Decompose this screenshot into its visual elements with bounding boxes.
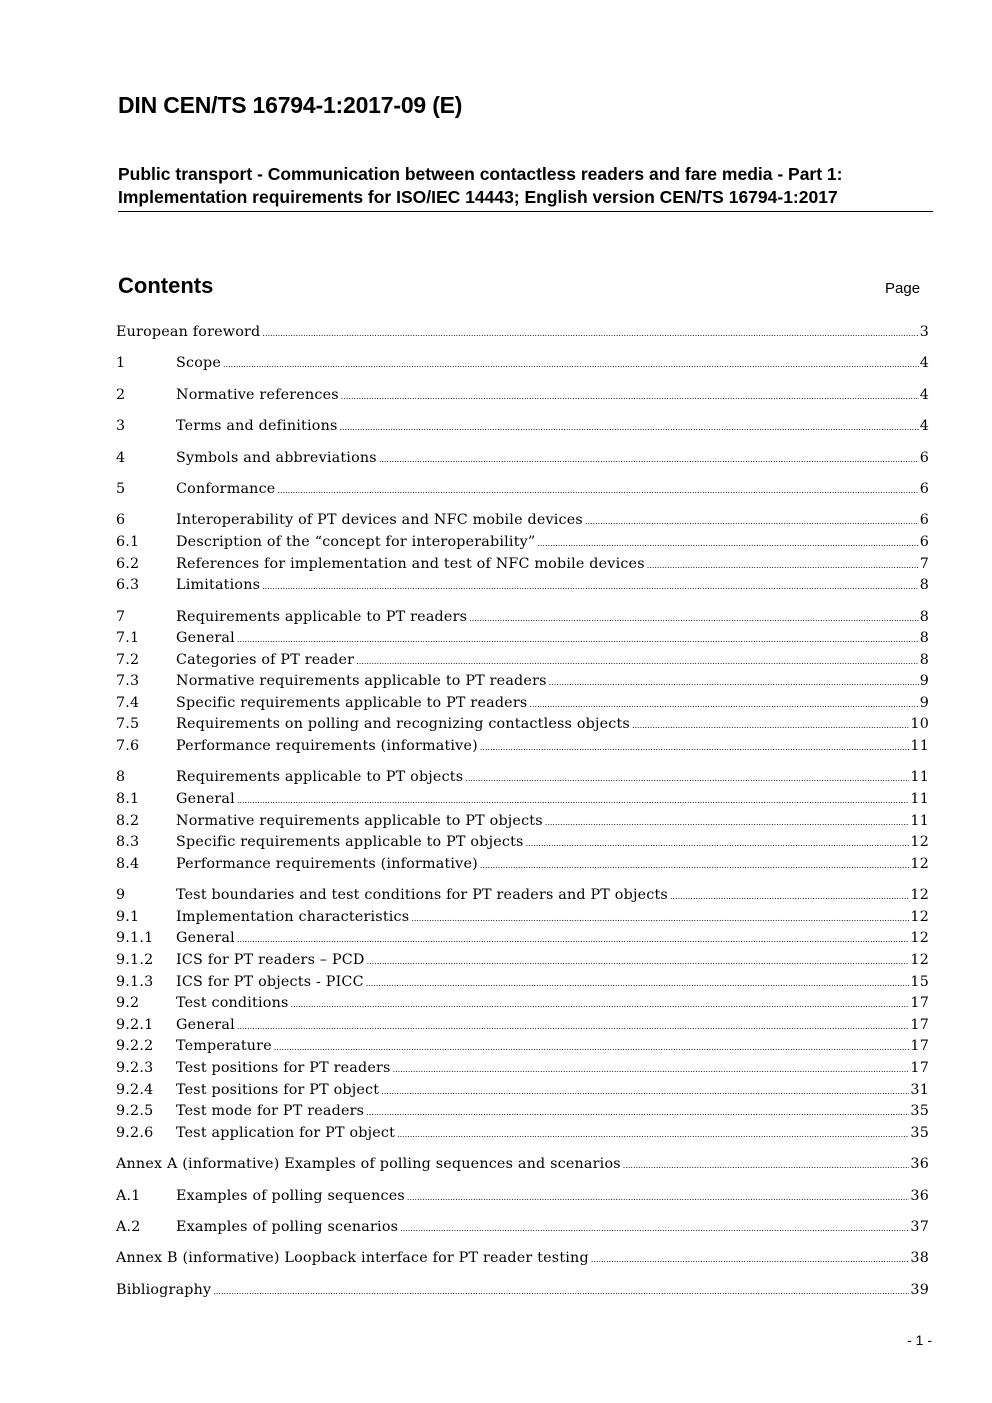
toc-dot-leader — [480, 854, 910, 876]
toc-entry-page: 4 — [919, 386, 929, 403]
toc-entry-number: 1 — [116, 355, 126, 372]
toc-entry-page: 11 — [910, 812, 929, 829]
toc-entry-number: 8 — [116, 769, 126, 786]
toc-entry-page: 8 — [919, 651, 929, 668]
toc-entry-page: 8 — [919, 577, 929, 594]
toc-entry[interactable] — [116, 479, 929, 501]
toc-entry[interactable] — [116, 1080, 929, 1102]
toc-dot-leader — [291, 993, 910, 1015]
toc-dot-leader — [480, 736, 910, 758]
toc-entry-page: 6 — [919, 533, 929, 550]
toc-entry[interactable] — [116, 1280, 929, 1302]
toc-dot-leader — [237, 1015, 910, 1037]
toc-entry-number: 6.1 — [116, 533, 140, 550]
toc-entry-title: General — [176, 630, 235, 647]
toc-entry-title: Symbols and abbreviations — [176, 449, 377, 466]
toc-dot-leader — [585, 510, 919, 532]
toc-entry[interactable] — [116, 1036, 929, 1058]
toc-entry-page: 17 — [910, 995, 929, 1012]
toc-entry-title: Limitations — [176, 577, 261, 594]
toc-dot-leader — [469, 607, 919, 629]
toc-entry-number: 7.3 — [116, 673, 140, 690]
table-of-contents — [116, 322, 929, 1301]
toc-entry-number: 7.6 — [116, 738, 140, 755]
toc-entry-page: 9 — [919, 694, 929, 711]
toc-entry[interactable] — [116, 789, 929, 811]
toc-entry-page: 4 — [919, 355, 929, 372]
toc-entry-title: Annex A (informative) Examples of polling sequences and scenarios — [116, 1156, 621, 1173]
toc-entry-number: A.2 — [116, 1218, 141, 1235]
toc-entry-page: 17 — [910, 1038, 929, 1055]
toc-entry[interactable] — [116, 554, 929, 576]
toc-entry-page: 7 — [919, 555, 929, 572]
toc-entry[interactable] — [116, 1058, 929, 1080]
toc-entry-number: 9.2.6 — [116, 1124, 154, 1141]
toc-dot-leader — [400, 1217, 909, 1239]
toc-entry-title: General — [176, 791, 235, 808]
toc-entry[interactable] — [116, 1123, 929, 1145]
toc-entry[interactable] — [116, 693, 929, 715]
toc-entry[interactable] — [116, 736, 929, 758]
toc-entry-title: Requirements applicable to PT readers — [176, 608, 468, 625]
toc-entry[interactable] — [116, 1217, 929, 1239]
page-column-heading: Page — [885, 280, 921, 297]
toc-entry-page: 8 — [919, 630, 929, 647]
toc-entry[interactable] — [116, 811, 929, 833]
toc-entry-title: Temperature — [176, 1038, 272, 1055]
toc-dot-leader — [526, 832, 910, 854]
toc-dot-leader — [465, 767, 909, 789]
toc-entry[interactable] — [116, 385, 929, 407]
toc-entry-title: Conformance — [176, 480, 276, 497]
toc-entry-title: Test positions for PT readers — [176, 1059, 391, 1076]
toc-entry[interactable] — [116, 1101, 929, 1123]
toc-entry-title: ICS for PT readers – PCD — [176, 952, 365, 969]
toc-entry[interactable] — [116, 650, 929, 672]
toc-dot-leader — [262, 322, 918, 344]
toc-entry-title: Scope — [176, 355, 222, 372]
toc-dot-leader — [237, 928, 910, 950]
toc-entry-page: 11 — [910, 738, 929, 755]
toc-entry[interactable] — [116, 448, 929, 470]
toc-entry-number: 6.2 — [116, 555, 140, 572]
toc-dot-leader — [213, 1280, 909, 1302]
toc-entry-number: 9.2.2 — [116, 1038, 154, 1055]
toc-dot-leader — [545, 811, 910, 833]
toc-entry-title: Implementation characteristics — [176, 908, 410, 925]
toc-dot-leader — [341, 385, 919, 407]
toc-dot-leader — [623, 1154, 910, 1176]
toc-entry-page: 12 — [910, 834, 929, 851]
toc-entry-page: 4 — [919, 418, 929, 435]
toc-entry-number: 9.1.1 — [116, 930, 154, 947]
toc-entry[interactable] — [116, 607, 929, 629]
toc-dot-leader — [411, 907, 909, 929]
toc-entry-number: 6.3 — [116, 577, 140, 594]
toc-entry[interactable] — [116, 832, 929, 854]
toc-entry[interactable] — [116, 575, 929, 597]
toc-dot-leader — [591, 1248, 910, 1270]
toc-entry-page: 11 — [910, 769, 929, 786]
toc-entry[interactable] — [116, 714, 929, 736]
toc-entry[interactable] — [116, 1248, 929, 1270]
toc-entry-title: Performance requirements (informative) — [176, 738, 478, 755]
toc-entry-number: 7.5 — [116, 716, 140, 733]
toc-dot-leader — [393, 1058, 910, 1080]
toc-entry-title: General — [176, 1016, 235, 1033]
toc-entry-title: ICS for PT objects - PICC — [176, 973, 364, 990]
toc-entry-number: 7.4 — [116, 694, 140, 711]
toc-dot-leader — [529, 693, 918, 715]
toc-entry[interactable] — [116, 532, 929, 554]
toc-entry-page: 35 — [910, 1103, 929, 1120]
toc-dot-leader — [549, 671, 919, 693]
toc-dot-leader — [274, 1036, 910, 1058]
toc-entry-title: Terms and definitions — [176, 418, 338, 435]
toc-entry-number: 8.2 — [116, 812, 140, 829]
toc-entry-number: 5 — [116, 480, 126, 497]
toc-entry-number: 9.2.4 — [116, 1081, 154, 1098]
toc-entry-page: 35 — [910, 1124, 929, 1141]
toc-entry[interactable] — [116, 510, 929, 532]
toc-entry-title: Examples of polling scenarios — [176, 1218, 399, 1235]
toc-dot-leader — [340, 416, 919, 438]
toc-entry[interactable] — [116, 993, 929, 1015]
toc-entry-number: 7.2 — [116, 651, 140, 668]
toc-entry-page: 15 — [910, 973, 929, 990]
toc-entry-page: 37 — [910, 1218, 929, 1235]
toc-entry-page: 12 — [910, 930, 929, 947]
toc-entry[interactable] — [116, 1186, 929, 1208]
toc-dot-leader — [237, 628, 919, 650]
toc-entry-title: Normative requirements applicable to PT objects — [176, 812, 543, 829]
document-id: DIN CEN/TS 16794-1:2017-09 (E) — [118, 92, 463, 118]
toc-entry[interactable] — [116, 972, 929, 994]
toc-entry-page: 6 — [919, 480, 929, 497]
toc-entry-number: A.1 — [116, 1187, 141, 1204]
toc-entry-number: 2 — [116, 386, 126, 403]
toc-dot-leader — [407, 1186, 910, 1208]
toc-entry-page: 10 — [910, 716, 929, 733]
toc-entry-number: 9.1.3 — [116, 973, 154, 990]
toc-entry-page: 12 — [910, 855, 929, 872]
toc-dot-leader — [632, 714, 909, 736]
toc-entry-title: Requirements applicable to PT objects — [176, 769, 464, 786]
toc-entry-page: 8 — [919, 608, 929, 625]
toc-entry-title: General — [176, 930, 235, 947]
toc-entry[interactable] — [116, 950, 929, 972]
toc-entry-page: 12 — [910, 887, 929, 904]
toc-entry-page: 12 — [910, 908, 929, 925]
toc-entry-number: 7 — [116, 608, 126, 625]
toc-entry-number: 9.2.1 — [116, 1016, 154, 1033]
toc-entry-page: 3 — [919, 324, 929, 340]
toc-entry[interactable] — [116, 907, 929, 929]
toc-entry-title: Test boundaries and test conditions for PT readers and PT objects — [176, 887, 668, 904]
toc-entry-number: 9 — [116, 887, 126, 904]
toc-entry[interactable] — [116, 854, 929, 876]
toc-dot-leader — [670, 885, 909, 907]
toc-entry-title: Requirements on polling and recognizing contactless objects — [176, 716, 630, 733]
toc-entry-number: 9.1.2 — [116, 952, 154, 969]
toc-entry[interactable] — [116, 671, 929, 693]
toc-entry-number: 9.2 — [116, 995, 140, 1012]
toc-entry-page: 17 — [910, 1059, 929, 1076]
toc-entry-page: 38 — [910, 1250, 929, 1267]
toc-dot-leader — [277, 479, 918, 501]
toc-dot-leader — [397, 1123, 909, 1145]
toc-entry-page: 6 — [919, 512, 929, 529]
toc-entry[interactable] — [116, 885, 929, 907]
toc-entry-number: 9.2.3 — [116, 1059, 154, 1076]
toc-entry-page: 31 — [910, 1081, 929, 1098]
toc-entry-title: Test mode for PT readers — [176, 1103, 365, 1120]
toc-entry-title: Normative requirements applicable to PT readers — [176, 673, 547, 690]
toc-entry-number: 3 — [116, 418, 126, 435]
toc-entry-number: 8.4 — [116, 855, 140, 872]
toc-entry-title: Annex B (informative) Loopback interface for PT reader testing — [116, 1250, 589, 1267]
toc-entry[interactable] — [116, 416, 929, 438]
toc-entry-page: 11 — [910, 791, 929, 808]
toc-entry[interactable] — [116, 928, 929, 950]
toc-entry-title: References for implementation and test of NFC mobile devices — [176, 555, 645, 572]
toc-dot-leader — [366, 972, 910, 994]
toc-entry-number: 7.1 — [116, 630, 140, 647]
toc-entry-number: 4 — [116, 449, 126, 466]
toc-entry-number: 8.1 — [116, 791, 140, 808]
toc-entry[interactable] — [116, 353, 929, 375]
toc-entry-page: 39 — [910, 1281, 929, 1298]
toc-entry-number: 6 — [116, 512, 126, 529]
toc-entry[interactable] — [116, 1154, 929, 1176]
toc-dot-leader — [366, 1101, 909, 1123]
toc-entry-title: Normative references — [176, 386, 339, 403]
toc-entry-title: Description of the “concept for interoperability” — [176, 533, 536, 550]
page-number: - 1 - — [907, 1332, 932, 1348]
toc-entry-page: 12 — [910, 952, 929, 969]
toc-dot-leader — [262, 575, 919, 597]
toc-entry[interactable] — [116, 1015, 929, 1037]
toc-entry-page: 9 — [919, 673, 929, 690]
toc-entry-page: 6 — [919, 449, 929, 466]
toc-entry-title: Categories of PT reader — [176, 651, 355, 668]
toc-entry-title: Interoperability of PT devices and NFC mobile devices — [176, 512, 583, 529]
document-subtitle: Public transport - Communication between contactless readers and fare media - Part 1: Implementation requirements for ISO/IEC 14443; English version CEN/TS 16794-1:2017 — [118, 163, 933, 212]
toc-entry-page: 17 — [910, 1016, 929, 1033]
toc-entry[interactable] — [116, 767, 929, 789]
toc-entry-title: Specific requirements applicable to PT objects — [176, 834, 524, 851]
toc-dot-leader — [237, 789, 910, 811]
toc-entry-title: Examples of polling sequences — [176, 1187, 405, 1204]
toc-dot-leader — [381, 1080, 909, 1102]
toc-entry[interactable] — [116, 322, 929, 344]
toc-entry-page: 36 — [910, 1187, 929, 1204]
toc-entry-title: Test positions for PT object — [176, 1081, 380, 1098]
toc-entry-title: Performance requirements (informative) — [176, 855, 478, 872]
contents-heading: Contents — [118, 273, 214, 298]
toc-dot-leader — [367, 950, 910, 972]
toc-entry-title: Specific requirements applicable to PT readers — [176, 694, 528, 711]
toc-entry-number: 8.3 — [116, 834, 140, 851]
toc-entry-title: Bibliography — [116, 1281, 212, 1298]
toc-dot-leader — [537, 532, 918, 554]
toc-entry-number: 9.2.5 — [116, 1103, 154, 1120]
toc-entry-title: Test application for PT object — [176, 1124, 396, 1141]
toc-dot-leader — [379, 448, 919, 470]
toc-entry[interactable] — [116, 628, 929, 650]
toc-dot-leader — [647, 554, 919, 576]
toc-entry-title: Test conditions — [176, 995, 289, 1012]
toc-dot-leader — [356, 650, 919, 672]
toc-entry-number: 9.1 — [116, 908, 140, 925]
toc-entry-page: 36 — [910, 1156, 929, 1173]
toc-dot-leader — [223, 353, 919, 375]
toc-entry-title: European foreword — [116, 324, 261, 340]
